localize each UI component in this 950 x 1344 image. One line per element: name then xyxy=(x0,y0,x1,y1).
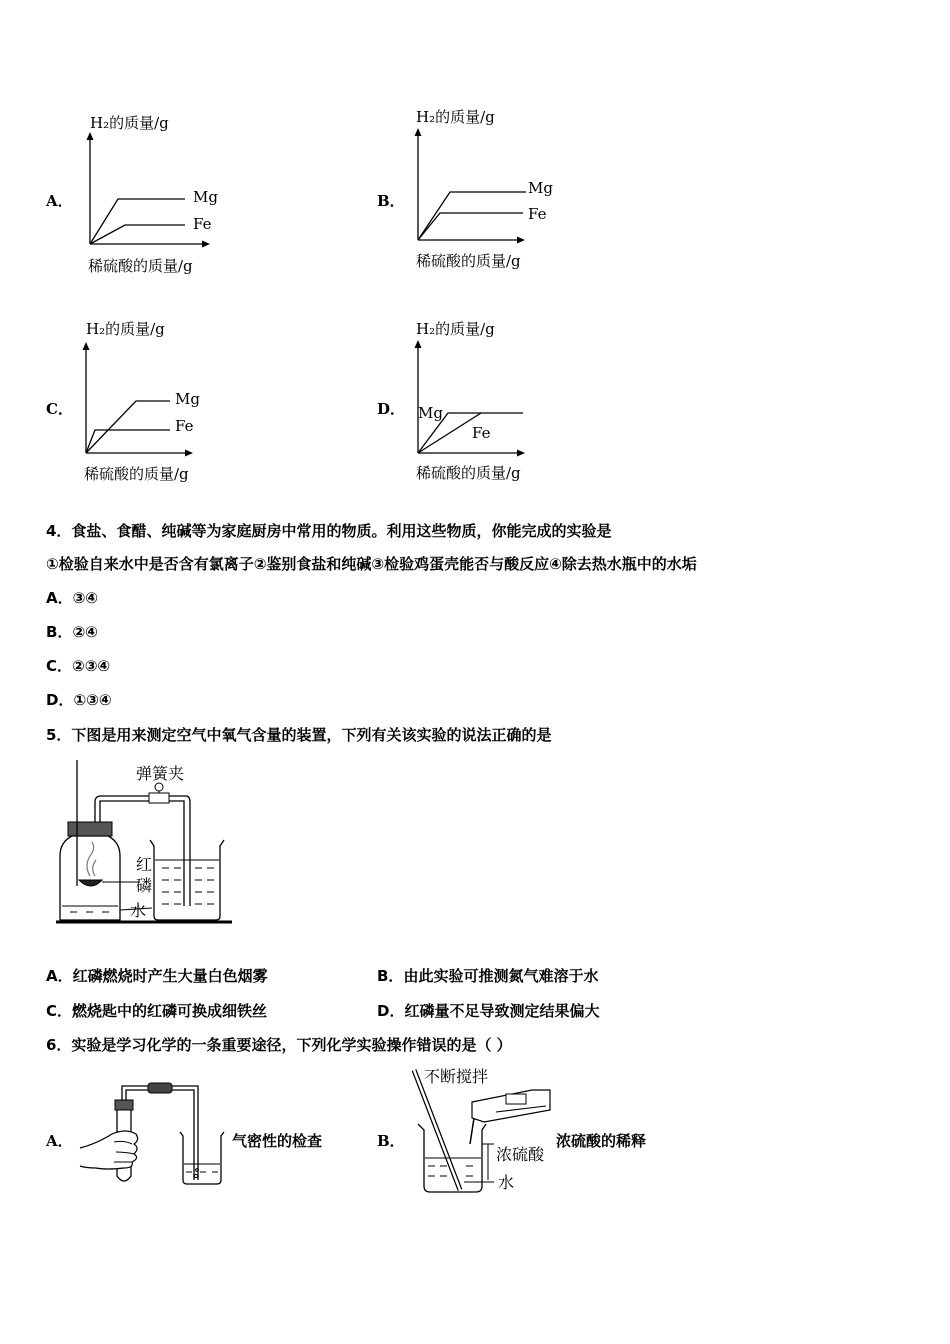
q4-items: ①检验自来水中是否含有氯离子②鉴别食盐和纯碱③检验鸡蛋壳能否与酸反应④除去热水瓶中的水垢 xyxy=(46,555,697,573)
graph-b-ylabel: H₂的质量/g xyxy=(416,108,495,126)
graph-d-fe-label: Fe xyxy=(472,424,491,442)
graph-c-fe-label: Fe xyxy=(175,417,194,435)
graph-c-fe-line xyxy=(86,430,170,453)
graph-d-ylabel: H₂的质量/g xyxy=(416,320,495,338)
q4-option-d[interactable] xyxy=(46,689,112,710)
graph-a-y-arrow xyxy=(87,132,94,140)
graph-a-mg-label: Mg xyxy=(193,188,218,206)
gas-bottle xyxy=(60,836,120,920)
q4-stem: 4．食盐、食醋、纯碱等为家庭厨房中常用的物质。利用这些物质，你能完成的实验是 xyxy=(46,522,612,540)
acid-stream xyxy=(470,1118,474,1144)
q5-option-b-text: 由此实验可推测氮气难溶于水 xyxy=(403,967,599,985)
graph-b-xlabel: 稀硫酸的质量/g xyxy=(416,252,521,270)
q4-option-a-text: ③④ xyxy=(72,589,99,607)
combustion-spoon xyxy=(79,880,102,886)
q6-option-a-label: A． xyxy=(46,1132,73,1150)
q5-option-b-label: B． xyxy=(377,967,404,985)
hand xyxy=(80,1131,138,1169)
q4-option-a-label: A． xyxy=(46,589,73,607)
rubber-stopper xyxy=(68,822,112,836)
graph-a-option-label: A． xyxy=(46,192,73,210)
tube-stopper xyxy=(115,1100,133,1110)
oxygen-apparatus-figure xyxy=(50,756,250,931)
q5-option-d-label: D． xyxy=(377,1002,405,1020)
bottle-label xyxy=(506,1094,526,1104)
graph-c-ylabel: H₂的质量/g xyxy=(86,320,165,338)
graph-d-mg-label: Mg xyxy=(418,404,443,422)
graph-a-fe-label: Fe xyxy=(193,215,212,233)
graph-a-xlabel: 稀硫酸的质量/g xyxy=(88,257,193,275)
graph-d-option-label: D． xyxy=(377,400,406,418)
stir-label: 不断搅拌 xyxy=(424,1067,489,1086)
q5-stem: 5．下图是用来测定空气中氧气含量的装置，下列有关该实验的说法正确的是 xyxy=(46,726,552,744)
graph-c xyxy=(76,312,236,487)
phosphorus-label-2: 磷 xyxy=(136,876,153,895)
q6-stem: 6．实验是学习化学的一条重要途径，下列化学实验操作错误的是（ ） xyxy=(46,1036,512,1054)
water-label-b: 水 xyxy=(498,1173,515,1192)
q4-option-c[interactable] xyxy=(46,655,110,676)
q4-option-c-label: C． xyxy=(46,657,73,675)
acid-dilution-figure xyxy=(404,1060,564,1200)
spring-clip xyxy=(149,793,169,803)
graph-a-mg-line xyxy=(90,199,185,244)
graph-c-y-arrow xyxy=(83,342,90,350)
q4-option-b[interactable] xyxy=(46,621,98,642)
graph-d-x-arrow xyxy=(517,450,525,457)
graph-b-option-label: B． xyxy=(377,192,405,210)
graph-a-x-arrow xyxy=(202,241,210,248)
graph-a xyxy=(80,108,240,283)
q5-option-a[interactable] xyxy=(46,965,268,986)
graph-c-mg-line xyxy=(86,401,170,453)
q5-option-a-label: A． xyxy=(46,967,73,985)
q4-option-c-text: ②③④ xyxy=(72,657,111,675)
graph-b-y-arrow xyxy=(415,128,422,136)
q5-option-c[interactable] xyxy=(46,1000,267,1021)
graph-d-xlabel: 稀硫酸的质量/g xyxy=(416,464,521,482)
airtightness-check-figure xyxy=(76,1072,236,1196)
graph-b-mg-line xyxy=(418,192,526,240)
q5-option-d-text: 红磷量不足导致测定结果偏大 xyxy=(404,1002,600,1020)
graph-b-fe-label: Fe xyxy=(528,205,547,223)
graph-c-x-arrow xyxy=(185,450,193,457)
graph-d xyxy=(408,312,568,487)
graph-c-mg-label: Mg xyxy=(175,390,200,408)
graph-c-option-label: C． xyxy=(46,400,73,418)
q6-option-b-label: B． xyxy=(377,1132,405,1150)
q4-option-a[interactable] xyxy=(46,587,98,608)
clip-label: 弹簧夹 xyxy=(136,764,185,783)
q4-option-d-text: ①③④ xyxy=(73,691,112,709)
q6-option-a-caption: 气密性的检查 xyxy=(232,1132,323,1150)
graph-a-fe-line xyxy=(90,225,185,244)
q5-option-b[interactable] xyxy=(377,965,598,986)
q5-option-d[interactable] xyxy=(377,1000,599,1021)
small-beaker xyxy=(180,1132,224,1184)
phosphorus-label-1: 红 xyxy=(136,855,153,874)
q4-option-d-label: D． xyxy=(46,691,74,709)
graph-b xyxy=(408,100,568,275)
q4-option-b-label: B． xyxy=(46,623,73,641)
q5-option-c-label: C． xyxy=(46,1002,73,1020)
rubber-connector xyxy=(148,1083,172,1093)
graph-b-x-arrow xyxy=(517,237,525,244)
graph-c-xlabel: 稀硫酸的质量/g xyxy=(84,465,189,483)
graph-a-ylabel: H₂的质量/g xyxy=(90,114,169,132)
q5-option-a-text: 红磷燃烧时产生大量白色烟雾 xyxy=(72,967,268,985)
acid-label: 浓硫酸 xyxy=(496,1145,545,1164)
q4-option-b-text: ②④ xyxy=(72,623,98,641)
q5-option-c-text: 燃烧匙中的红磷可换成细铁丝 xyxy=(72,1002,268,1020)
graph-b-mg-label: Mg xyxy=(528,179,553,197)
water-label: 水 xyxy=(130,901,147,920)
graph-d-y-arrow xyxy=(415,340,422,348)
q6-option-b-caption: 浓硫酸的稀释 xyxy=(556,1132,647,1150)
